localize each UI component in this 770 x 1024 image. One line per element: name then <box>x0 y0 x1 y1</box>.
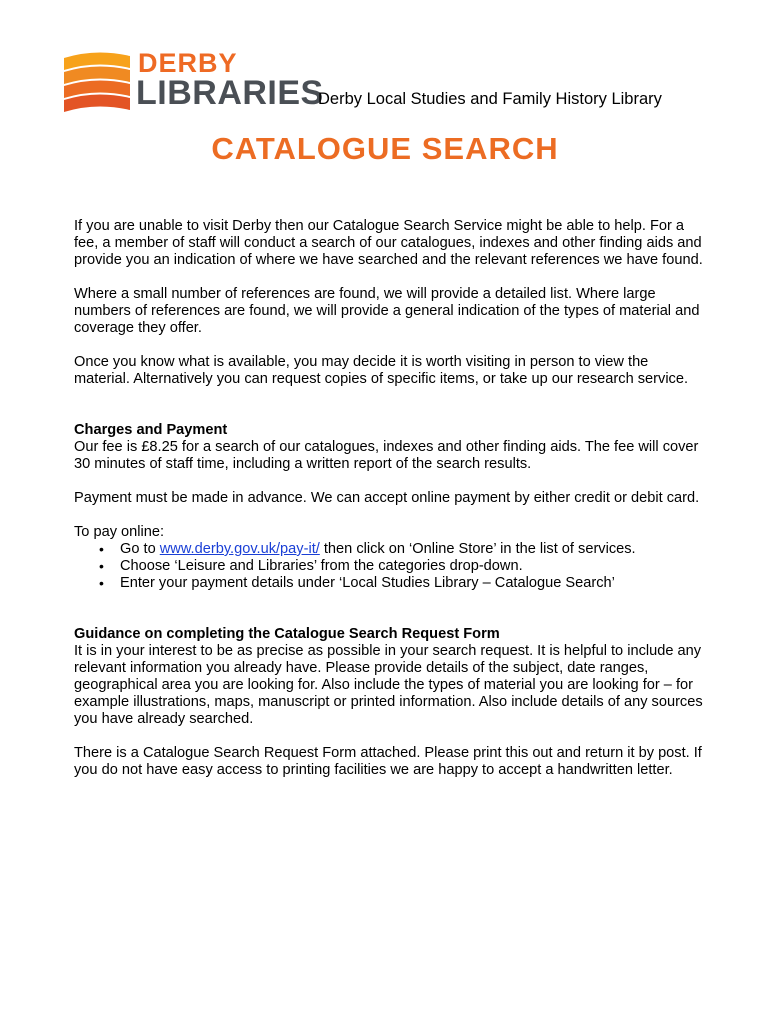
logo-text-derby: DERBY <box>138 48 238 78</box>
guidance-paragraph-2: There is a Catalogue Search Request Form attached. Please print this out and return it by post. If you do not have easy access to printing facilities we are happy to accept a handwritten letter. <box>74 745 702 778</box>
derby-libraries-logo <box>60 44 324 114</box>
guidance-paragraph-1: It is in your interest to be as precise as possible in your search request. It is helpful to include any relevant information you already have. Please provide details of the subject, date ranges, geographical area you are looking for. Also include the types of material you are looking for – for example illustrations, maps, manuscript or printed information. Also include details of any sources you have already searched. <box>74 643 703 727</box>
intro-paragraph-3: Once you know what is available, you may decide it is worth visiting in person to view the material. Alternatively you can request copies of specific items, or take up our research service. <box>74 354 689 387</box>
intro-paragraph-2: Where a small number of references are found, we will provide a detailed list. Where large numbers of references are found, we will provide a general indication of the types of material and coverage they offer. <box>74 286 700 336</box>
pay-online-label: To pay online: <box>74 524 165 540</box>
list-item <box>74 575 704 592</box>
bullet-2-text: Choose ‘Leisure and Libraries’ from the categories drop-down. <box>120 558 523 574</box>
logo-ribbon-icon <box>60 50 132 118</box>
bullet-icon: • <box>99 575 104 591</box>
charges-paragraph-2: Payment must be made in advance. We can accept online payment by either credit or debit card. <box>74 490 700 506</box>
list-item <box>74 541 704 558</box>
charges-paragraph-1: Our fee is £8.25 for a search of our catalogues, indexes and other finding aids. The fee will cover 30 minutes of staff time, including a written report of the search results. <box>74 439 699 472</box>
logo-text-libraries: LIBRARIES <box>136 74 324 112</box>
bullet-icon: • <box>99 558 104 574</box>
intro-paragraph-1: If you are unable to visit Derby then our Catalogue Search Service might be able to help. For a fee, a member of staff will conduct a search of our catalogues, indexes and other finding aids and provide you an indication of where we have searched and the relevant references we have found. <box>74 218 703 268</box>
bullet-1-suffix: then click on ‘Online Store’ in the list of services. <box>319 541 636 557</box>
bullet-icon: • <box>99 541 104 557</box>
page-title: CATALOGUE SEARCH <box>211 131 559 166</box>
guidance-heading: Guidance on completing the Catalogue Search Request Form <box>74 626 500 642</box>
bullet-3-text: Enter your payment details under ‘Local Studies Library – Catalogue Search’ <box>120 575 615 591</box>
list-item <box>74 558 704 575</box>
pay-it-link[interactable]: www.derby.gov.uk/pay-it/ <box>159 541 320 557</box>
charges-heading: Charges and Payment <box>74 422 228 438</box>
payment-steps-list <box>74 541 704 592</box>
document-body <box>74 218 704 779</box>
bullet-1-prefix: Go to <box>120 541 160 557</box>
library-subtitle: Derby Local Studies and Family History Library <box>318 90 662 108</box>
